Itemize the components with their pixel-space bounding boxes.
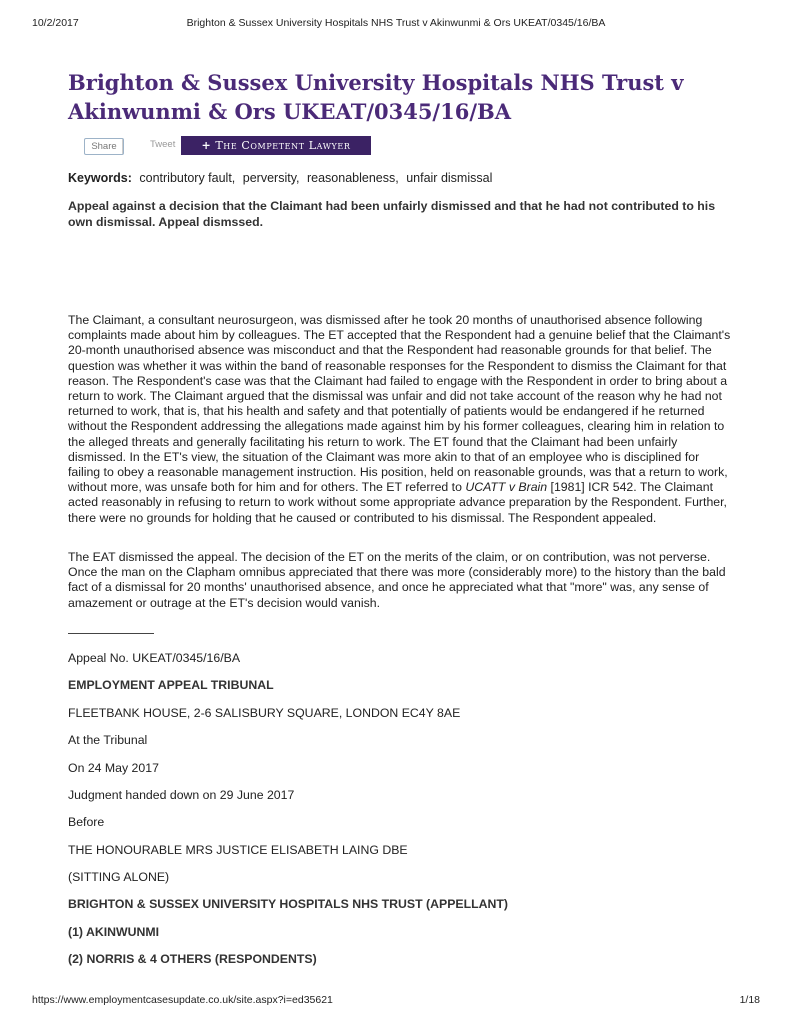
tweet-button[interactable]: Tweet	[150, 139, 176, 150]
divider	[68, 633, 154, 634]
decision-paragraph: The EAT dismissed the appeal. The decision of the ET on the merits of the claim, or on contribution, was not perverse. Once the man on the Clapham omnibus appreciated that there was more (considerably more) to the history than the bald fact of a dismissal for 20 months' unauthorised absence, and once he appreciated what that "more" was, any sense of amazement or outrage at the ET's decision would vanish.	[68, 550, 726, 610]
tribunal-name: EMPLOYMENT APPEAL TRIBUNAL	[68, 678, 274, 692]
print-date: 10/2/2017	[32, 17, 79, 29]
page-title: Brighton & Sussex University Hospitals NHS Trust v Akinwunmi & Ors UKEAT/0345/16/BA	[68, 70, 684, 124]
judge-name: THE HONOURABLE MRS JUSTICE ELISABETH LAING DBE	[68, 843, 408, 857]
appeal-number: Appeal No. UKEAT/0345/16/BA	[68, 651, 241, 665]
keywords-line	[68, 171, 492, 185]
case-citation: UCATT v Brain	[465, 480, 548, 495]
keyword-tag[interactable]: reasonableness,	[306, 171, 399, 185]
keyword-tag[interactable]: unfair dismissal	[406, 171, 493, 185]
banner-label: The Competent Lawyer	[215, 139, 351, 152]
case-summary: Appeal against a decision that the Claimant had been unfairly dismissed and that he had not contributed to his own dismissal. Appeal dismssed.	[68, 199, 716, 229]
judgment-date: Judgment handed down on 29 June 2017	[68, 788, 295, 802]
respondent-2: (2) NORRIS & 4 OTHERS (RESPONDENTS)	[68, 952, 317, 966]
before-label: Before	[68, 815, 105, 829]
sitting-alone: (SITTING ALONE)	[68, 870, 170, 884]
share-button[interactable]: Share	[84, 138, 124, 155]
keyword-tag[interactable]: perversity,	[242, 171, 300, 185]
keywords-label: Keywords:	[68, 171, 132, 185]
facts-text-2: [1981] ICR 542. The Claimant acted reasonably in refusing to return to work without some appropriate advance preparation by the Respondent. Further, there were no grounds for holding that he caused or contributed to his dismissal. The Respondent appealed.	[68, 480, 727, 525]
keyword-tag[interactable]: contributory fault,	[139, 171, 236, 185]
competent-lawyer-banner[interactable]	[181, 136, 371, 155]
print-header-title: Brighton & Sussex University Hospitals NHS Trust v Akinwunmi & Ors UKEAT/0345/16/BA	[186, 17, 606, 29]
facts-text-1: The Claimant, a consultant neurosurgeon, was dismissed after he took 20 months of unauthorised absence following complaints made about him by colleagues. The ET accepted that the Respondent had a genuine belief that the Claimant's 20-month unauthorised absence was misconduct and that the Respondent had reasonable grounds for that belief. The question was whether it was within the band of reasonable responses for the Respondent to dismiss the Claimant for that reason. The Respondent's case was that the Claimant had failed to engage with the Respondent in order to bring about a return to work. The Claimant argued that the dismissal was unfair and did not take account of the reason why he had not returned to work, that is, that his health and safety and that potentially of patients would be endangered if he returned without the Respondent addressing the allegations made against him by his former colleagues, clearing him in relation to the alleged threats and generally facilitating his return to work. The ET found that the Claimant had been unfairly dismissed. In the ET's view, the situation of the Claimant was more akin to that of an employee who is disciplined for failing to obey a reasonable management instruction. His position, held on reasonable grounds, was that a return to work, without more, was unsafe both for him and for others. The ET referred to	[68, 313, 731, 495]
facts-paragraph	[68, 313, 732, 526]
tribunal-address: FLEETBANK HOUSE, 2-6 SALISBURY SQUARE, LONDON EC4Y 8AE	[68, 706, 461, 720]
at-tribunal: At the Tribunal	[68, 733, 148, 747]
page-number: 1/18	[739, 994, 760, 1006]
hearing-date: On 24 May 2017	[68, 761, 159, 775]
respondent-1: (1) AKINWUNMI	[68, 925, 160, 939]
appellant-line: BRIGHTON & SUSSEX UNIVERSITY HOSPITALS NHS TRUST (APPELLANT)	[68, 897, 508, 911]
plus-icon: +	[201, 139, 212, 152]
print-footer-url: https://www.employmentcasesupdate.co.uk/site.aspx?i=ed35621	[32, 994, 333, 1006]
